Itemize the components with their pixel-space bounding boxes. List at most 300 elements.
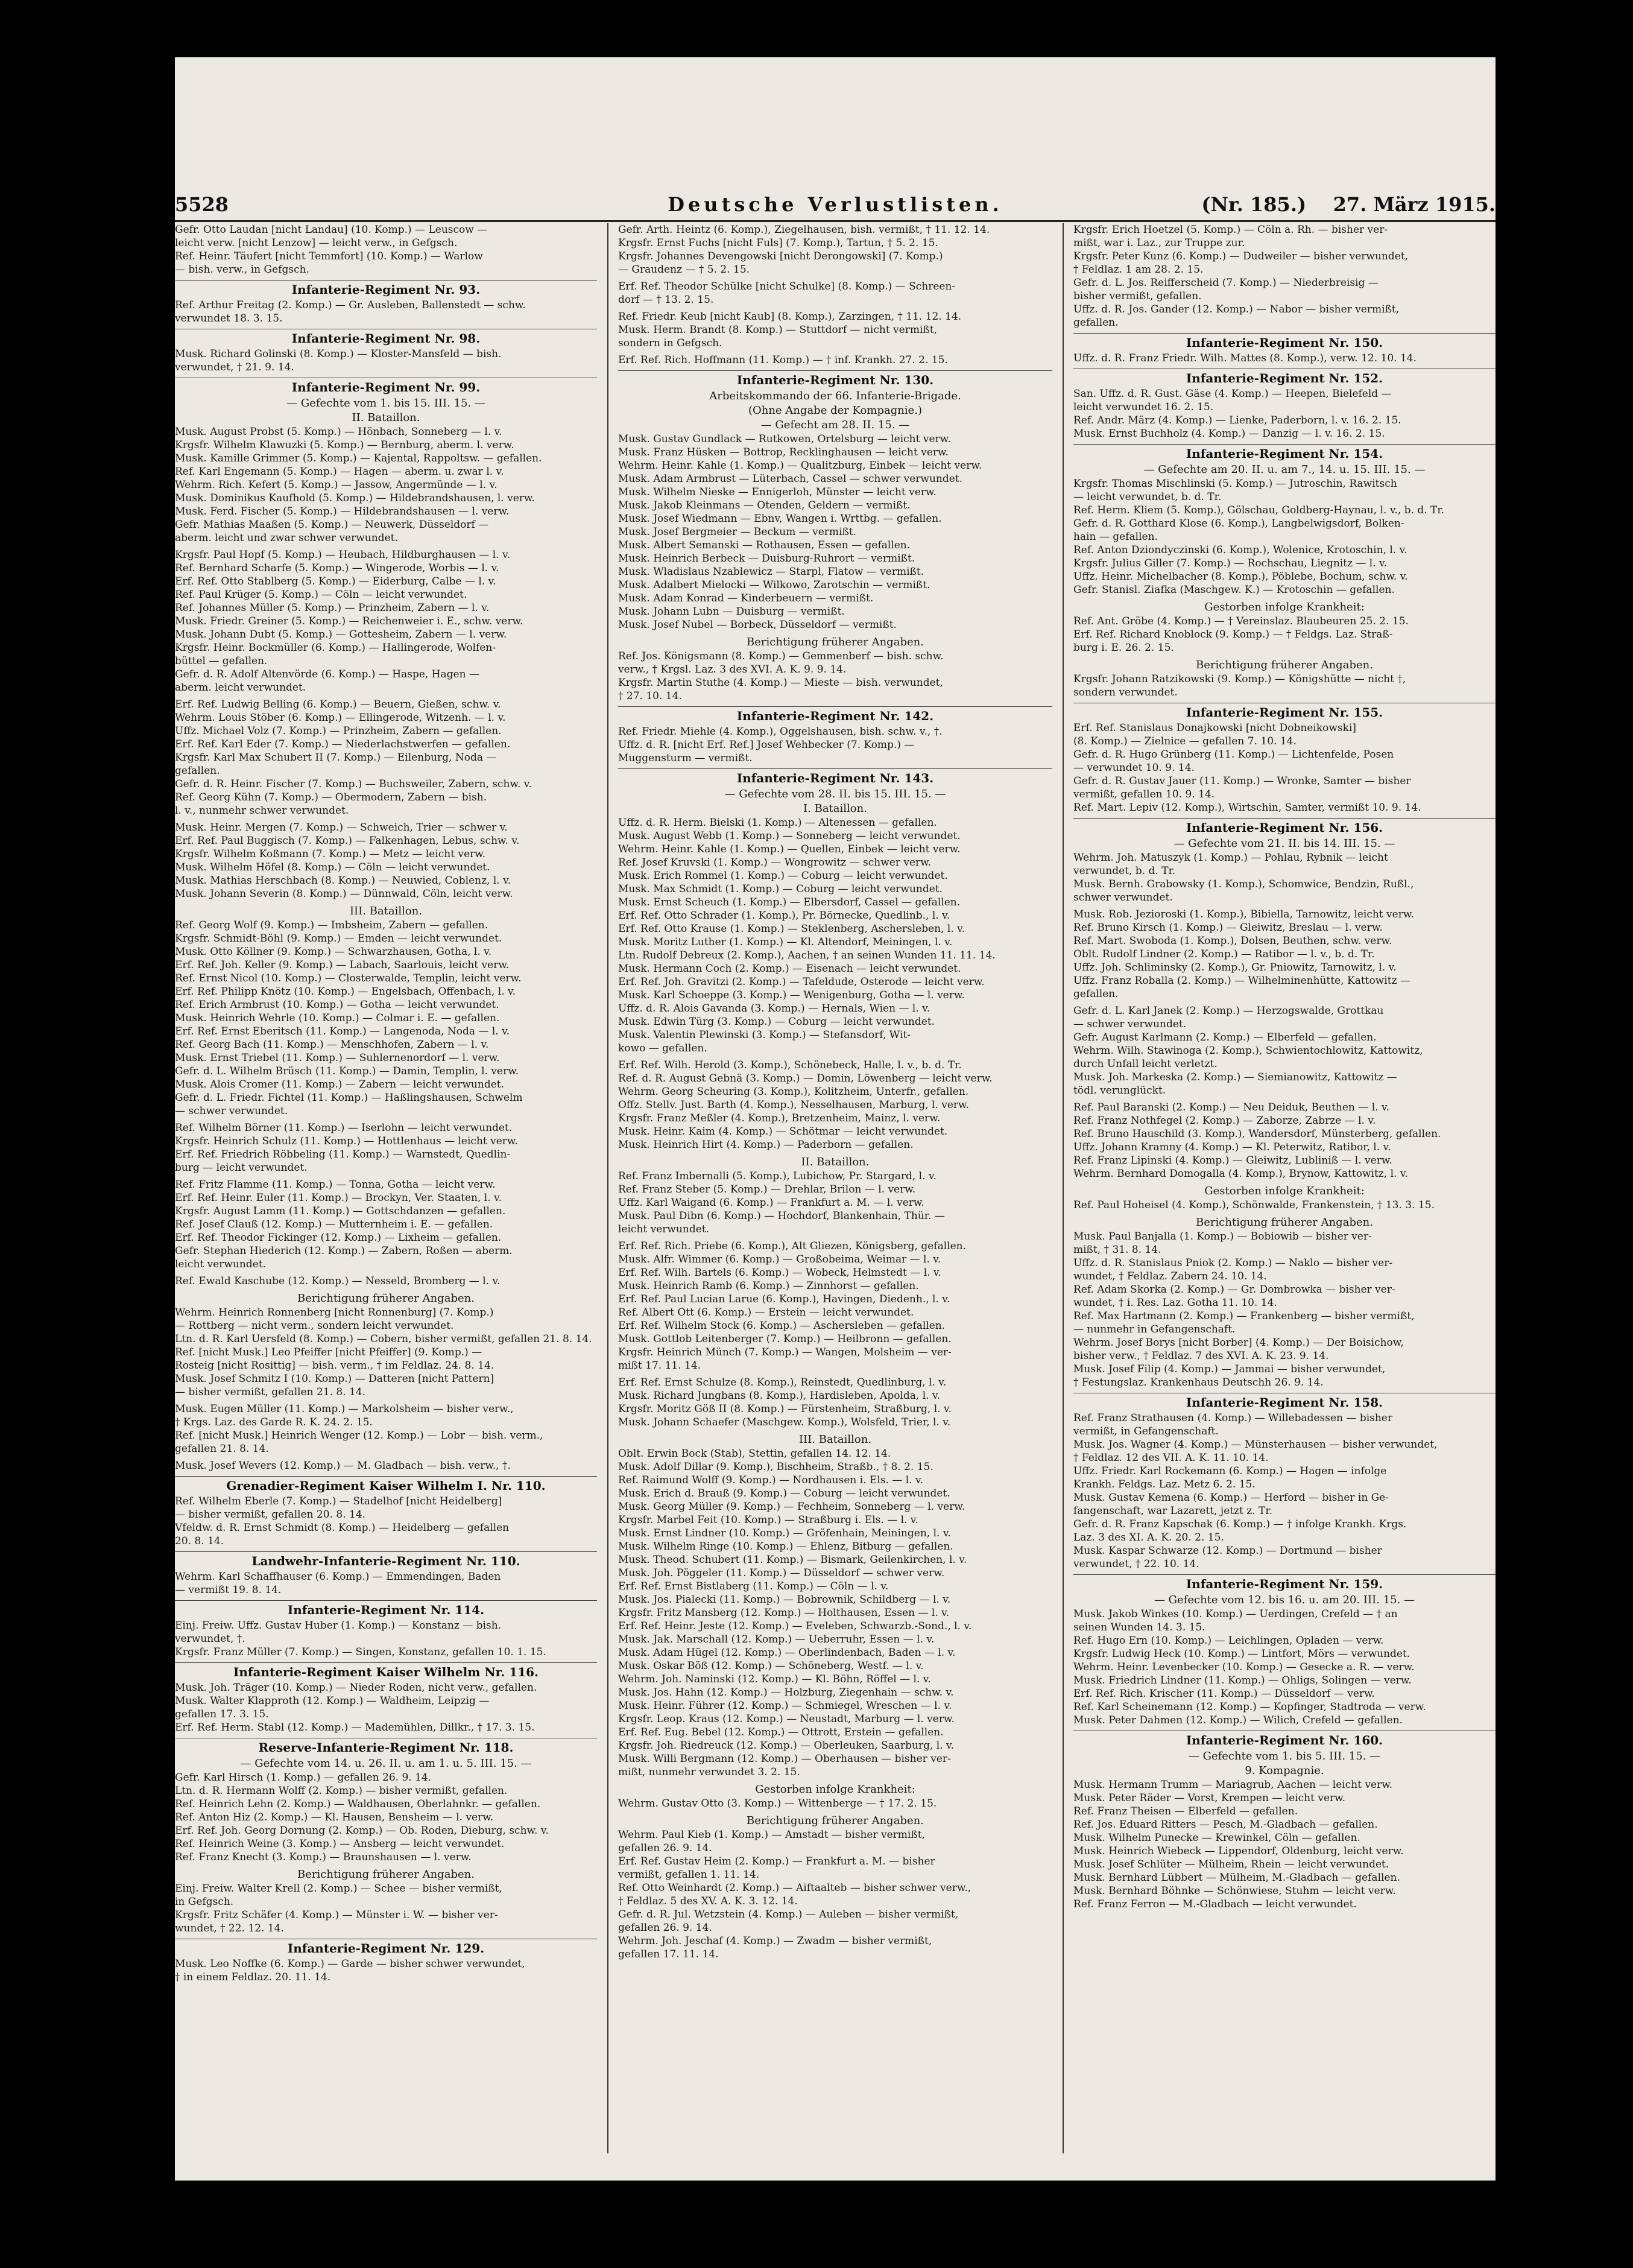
section-subheading: Berichtigung früherer Angaben.	[1196, 1216, 1373, 1229]
section-subheading: Berichtigung früherer Angaben.	[297, 1292, 475, 1305]
casualty-entry-line: Musk. Alfr. Wimmer (6. Komp.) — Großobeima, Weimar — l. v.	[618, 1253, 941, 1265]
casualty-entry-line: Krgsfr. Martin Stuthe (4. Komp.) — Mieste — bish. verwundet,	[618, 677, 943, 689]
casualty-entry-line: Wehrm. Georg Scheuring (3. Komp.), Kolitzheim, Unterfr., gefallen.	[618, 1086, 969, 1098]
casualty-entry-line: † Festungslaz. Krankenhaus Deutschh 26. 9. 14.	[1073, 1376, 1324, 1389]
casualty-entry-line: sondern in Gefgsch.	[618, 337, 722, 349]
casualty-entry-line: aberm. leicht verwundet.	[175, 682, 306, 694]
casualty-entry-line: Erf. Ref. Rich. Hoffmann (11. Komp.) — † inf. Krankh. 27. 2. 15.	[618, 354, 948, 366]
casualty-entry-line: Wehrm. Heinr. Levenbecker (10. Komp.) — Gesecke a. R. — verw.	[1073, 1661, 1415, 1673]
casualty-entry-line: Ref. Karl Engemann (5. Komp.) — Hagen — aberm. u. zwar l. v.	[175, 466, 504, 478]
page-number: 5528	[175, 193, 229, 216]
casualty-entry-line: verwundet, † 22. 10. 14.	[1073, 1558, 1199, 1570]
casualty-entry-line: — Rottberg — nicht verm., sondern leicht verwundet.	[175, 1320, 454, 1332]
casualty-entry-line: Ref. Andr. März (4. Komp.) — Lienke, Paderborn, l. v. 16. 2. 15.	[1073, 414, 1401, 426]
casualty-entry-line: Ref. Paul Baranski (2. Komp.) — Neu Deiduk, Beuthen — l. v.	[1073, 1101, 1389, 1113]
casualty-section	[175, 698, 597, 817]
casualty-section	[175, 904, 597, 1118]
regiment-heading: Infanterie-Regiment Nr. 154.	[1073, 444, 1496, 463]
section-subheading: (Ohne Angabe der Kompagnie.)	[748, 404, 922, 417]
casualty-entry-line: Musk. Wilhelm Ringe (10. Komp.) — Ehlenz, Bitburg — gefallen.	[618, 1541, 953, 1553]
casualty-entry-line: Ref. Franz Lipinski (4. Komp.) — Gleiwitz, Lubliniß — l. verw.	[1073, 1155, 1392, 1167]
casualty-entry-line: Musk. Josef Wiedmann — Ebnv, Wangen i. Wrttbg. — gefallen.	[618, 513, 942, 525]
casualty-entry-line: Krgsfr. Wilhelm Koßmann (7. Komp.) — Metz — leicht verw.	[175, 848, 486, 860]
casualty-entry-line: dorf — † 13. 2. 15.	[618, 294, 714, 306]
casualty-entry-line: mißt, † 31. 8. 14.	[1073, 1244, 1161, 1256]
date-text: 27. März 1915.	[1333, 193, 1496, 216]
casualty-entry-line: Ref. Wilhelm Börner (11. Komp.) — Iserlohn — leicht verwundet.	[175, 1122, 513, 1134]
casualty-entry-line: Erf. Ref. Ernst Bistlaberg (11. Komp.) — Cöln — l. v.	[618, 1580, 889, 1592]
casualty-entry-line: fangenschaft, war Lazarett, jetzt z. Tr.	[1073, 1505, 1273, 1517]
regiment-heading: Infanterie-Regiment Nr. 130.	[618, 370, 1052, 389]
casualty-entry-line: leicht verwundet 16. 2. 15.	[1073, 401, 1214, 413]
casualty-entry-line: Wehrm. Heinrich Ronnenberg [nicht Ronnenburg] (7. Komp.)	[175, 1307, 494, 1319]
casualty-entry-line: Wehrm. Gustav Otto (3. Komp.) — Wittenberge — † 17. 2. 15.	[618, 1798, 937, 1810]
casualty-section	[1073, 1215, 1496, 1389]
casualty-entry-line: Ref. Bruno Hauschild (3. Komp.), Wandersdorf, Münsterberg, gefallen.	[1073, 1128, 1441, 1140]
casualty-entry-line: Ref. Heinrich Lehn (2. Komp.) — Waldhausen, Oberlahnkr. — gefallen.	[175, 1798, 541, 1810]
casualty-entry-line: Musk. Johann Schaefer (Maschgew. Komp.), Wolsfeld, Trier, l. v.	[618, 1416, 951, 1428]
casualty-entry-line: Ref. [nicht Musk.] Leo Pfeiffer [nicht Pfeiffer] (9. Komp.) —	[175, 1346, 482, 1358]
column-right	[1073, 223, 1496, 2153]
casualty-section	[175, 1476, 597, 1548]
casualty-entry-line: Musk. Paul Dibn (6. Komp.) — Hochdorf, Blankenhain, Thür. —	[618, 1210, 945, 1222]
casualty-entry-line: büttel — gefallen.	[175, 655, 268, 667]
casualty-entry-line: Gefr. Karl Hirsch (1. Komp.) — gefallen 26. 9. 14.	[175, 1772, 432, 1784]
casualty-entry-line: Krgsfr. Heinrich Schulz (11. Komp.) — Hottlenhaus — leicht verw.	[175, 1135, 518, 1147]
casualty-entry-line: Krgsfr. Ludwig Heck (10. Komp.) — Lintfort, Mörs — verwundet.	[1073, 1648, 1410, 1660]
casualty-entry-line: Laz. 3 des XI. A. K. 20. 2. 15.	[1073, 1532, 1224, 1544]
casualty-entry-line: Erf. Ref. Heinr. Jeste (12. Komp.) — Eveleben, Schwarzb.-Sond., l. v.	[618, 1620, 972, 1632]
casualty-entry-line: Ref. Mart. Lepiv (12. Komp.), Wirtschin, Samter, vermißt 10. 9. 14.	[1073, 802, 1421, 814]
casualty-entry-line: Erf. Ref. Joh. Gravitzi (2. Komp.) — Tafeldude, Osterode — leicht verw.	[618, 976, 985, 988]
regiment-heading: Infanterie-Regiment Kaiser Wilhelm Nr. 116.	[175, 1662, 597, 1681]
casualty-entry-line: Musk. Kaspar Schwarze (12. Komp.) — Dortmund — bisher	[1073, 1545, 1382, 1557]
casualty-entry-line: Wehrm. Heinr. Kahle (1. Komp.) — Quellen, Einbek — leicht verw.	[618, 843, 961, 855]
casualty-entry-line: mißt, nunmehr verwundet 3. 2. 15.	[618, 1766, 800, 1778]
casualty-section	[175, 1402, 597, 1456]
casualty-entry-line: l. v., nunmehr schwer verwundet.	[175, 805, 349, 817]
casualty-entry-line: Musk. Eugen Müller (11. Komp.) — Markolsheim — bisher verw.,	[175, 1403, 514, 1415]
casualty-section	[618, 223, 1052, 276]
casualty-entry-line: Musk. Herm. Brandt (8. Komp.) — Stuttdorf — nicht vermißt,	[618, 324, 937, 336]
casualty-entry-line: † 27. 10. 14.	[618, 690, 682, 702]
regiment-heading: Grenadier-Regiment Kaiser Wilhelm I. Nr. 110.	[175, 1476, 597, 1495]
casualty-entry-line: Ref. Georg Wolf (9. Komp.) — Imbsheim, Zabern — gefallen.	[175, 919, 488, 931]
casualty-section	[1073, 1393, 1496, 1571]
casualty-entry-line: Musk. Joh. Träger (10. Komp.) — Nieder Roden, nicht verw., gefallen.	[175, 1682, 537, 1694]
casualty-entry-line: Musk. Valentin Plewinski (3. Komp.) — Stefansdorf, Wit-	[618, 1029, 911, 1041]
casualty-entry-line: verwundet, †.	[175, 1633, 245, 1645]
casualty-entry-line: Musk. Jakob Winkes (10. Komp.) — Uerdingen, Crefeld — † an	[1073, 1608, 1398, 1620]
casualty-entry-line: Gefr. d. R. Hugo Grünberg (11. Komp.) — Lichtenfelde, Posen	[1073, 749, 1394, 761]
casualty-entry-line: Erf. Ref. Paul Buggisch (7. Komp.) — Falkenhagen, Lebus, schw. v.	[175, 835, 520, 847]
casualty-entry-line: gefallen.	[1073, 988, 1119, 1000]
casualty-section	[175, 1178, 597, 1271]
section-subheading: Arbeitskommando der 66. Infanterie-Brigade.	[709, 390, 961, 402]
casualty-entry-line: — bisher vermißt, gefallen 20. 8. 14.	[175, 1509, 366, 1521]
casualty-entry-line: leicht verwundet.	[618, 1223, 710, 1235]
casualty-entry-line: Musk. Wilhelm Nieske — Ennigerloh, Münster — leicht verw.	[618, 486, 937, 498]
casualty-section	[1073, 1101, 1496, 1180]
casualty-entry-line: Ref. Josef Clauß (12. Komp.) — Mutternheim i. E. — gefallen.	[175, 1218, 493, 1231]
section-subheading: 9. Kompagnie.	[1245, 1764, 1324, 1777]
casualty-entry-line: Uffz. d. R. Franz Friedr. Wilh. Mattes (8. Komp.), verw. 12. 10. 14.	[1073, 352, 1417, 364]
casualty-entry-line: — schwer verwundet.	[1073, 1018, 1187, 1030]
casualty-entry-line: Musk. Hermann Trumm — Mariagrub, Aachen — leicht verw.	[1073, 1779, 1393, 1791]
casualty-entry-line: Ref. Karl Scheinemann (12. Komp.) — Kopfinger, Stadtroda — verw.	[1073, 1701, 1426, 1713]
casualty-entry-line: Ref. Franz Steber (5. Komp.) — Drehlar, Brilon — l. verw.	[618, 1183, 916, 1196]
casualty-entry-line: Musk. Jos. Pialecki (11. Komp.) — Bobrownik, Schildberg — l. v.	[618, 1594, 951, 1606]
casualty-entry-line: Krgsfr. Heinrich Münch (7. Komp.) — Wangen, Molsheim — ver-	[618, 1346, 952, 1358]
casualty-entry-line: wundet, † i. Res. Laz. Gotha 11. 10. 14.	[1073, 1297, 1277, 1309]
casualty-entry-line: Erf. Ref. Wilh. Herold (3. Komp.), Schönebeck, Halle, l. v., b. d. Tr.	[618, 1059, 962, 1071]
casualty-section	[175, 1275, 597, 1288]
casualty-section	[1073, 703, 1496, 814]
casualty-entry-line: Erf. Ref. Gustav Heim (2. Komp.) — Frankfurt a. M. — bisher	[618, 1855, 935, 1867]
casualty-entry-line: Offz. Stellv. Just. Barth (4. Komp.), Nesselhausen, Marburg, l. verw.	[618, 1099, 969, 1111]
casualty-entry-line: Musk. Walter Klapproth (12. Komp.) — Waldheim, Leipzig —	[175, 1695, 490, 1707]
section-subheading: — Gefechte vom 28. II. bis 15. III. 15. —	[724, 788, 946, 800]
casualty-section	[175, 821, 597, 901]
casualty-entry-line: Musk. Josef Filip (4. Komp.) — Jammai — bisher verwundet,	[1073, 1363, 1386, 1375]
casualty-entry-line: Oblt. Rudolf Lindner (2. Komp.) — Ratibor — l. v., b. d. Tr.	[1073, 948, 1375, 960]
casualty-entry-line: Musk. Gustav Kemena (6. Komp.) — Herford — bisher in Ge-	[1073, 1492, 1389, 1504]
column-middle	[618, 223, 1052, 2153]
casualty-section	[175, 223, 597, 276]
casualty-entry-line: Musk. Leo Noffke (6. Komp.) — Garde — bisher schwer verwundet,	[175, 1958, 525, 1970]
casualty-entry-line: Musk. Jak. Marschall (12. Komp.) — Ueberruhr, Essen — l. v.	[618, 1633, 935, 1646]
casualty-entry-line: Gefr. d. L. Friedr. Fichtel (11. Komp.) — Haßlingshausen, Schwelm	[175, 1092, 523, 1104]
regiment-heading: Infanterie-Regiment Nr. 155.	[1073, 703, 1496, 721]
casualty-entry-line: Ref. Ernst Nicol (10. Komp.) — Closterwalde, Templin, leicht verw.	[175, 972, 522, 984]
casualty-entry-line: Ref. Franz Theisen — Elberfeld — gefallen.	[1073, 1805, 1298, 1817]
casualty-entry-line: Musk. Dominikus Kaufhold (5. Komp.) — Hildebrandshausen, l. verw.	[175, 492, 535, 504]
section-subheading: — Gefechte vom 12. bis 16. u. am 20. III. 15. —	[1154, 1594, 1415, 1606]
casualty-entry-line: Uffz. Michael Volz (7. Komp.) — Prinzheim, Zabern — gefallen.	[175, 725, 502, 737]
casualty-entry-line: Ref. Bruno Kirsch (1. Komp.) — Gleiwitz, Breslau — l. verw.	[1073, 922, 1383, 934]
casualty-entry-line: gefallen 17. 11. 14.	[618, 1948, 719, 1960]
casualty-entry-line: Wehrm. Josef Borys [nicht Borber] (4. Komp.) — Der Boisichow,	[1073, 1337, 1404, 1349]
casualty-section	[175, 378, 597, 545]
casualty-section	[1073, 818, 1496, 904]
casualty-entry-line: Erf. Ref. Theodor Fickinger (12. Komp.) — Lixheim — gefallen.	[175, 1232, 502, 1244]
casualty-entry-line: Wehrm. Joh. Naminski (12. Komp.) — Kl. Böhn, Röffel — l. v.	[618, 1673, 931, 1685]
casualty-entry-line: Ref. Bernhard Scharfe (5. Komp.) — Wingerode, Worbis — l. v.	[175, 562, 499, 574]
casualty-entry-line: Muggensturm — vermißt.	[618, 752, 753, 764]
casualty-section	[175, 1939, 597, 1984]
casualty-entry-line: Krgsfr. Franz Müller (7. Komp.) — Singen, Konstanz, gefallen 10. 1. 15.	[175, 1646, 546, 1658]
casualty-entry-line: Musk. Joh. Pöggeler (11. Komp.) — Düsseldorf — schwer verw.	[618, 1567, 945, 1579]
casualty-entry-line: Musk. Theod. Schubert (11. Komp.) — Bismark, Geilenkirchen, l. v.	[618, 1554, 967, 1566]
casualty-entry-line: bisher verw., † Feldlaz. 7 des XVI. A. K. 23. 9. 14.	[1073, 1350, 1329, 1362]
casualty-entry-line: Gefr. August Karlmann (2. Komp.) — Elberfeld — gefallen.	[1073, 1031, 1377, 1044]
casualty-section	[1073, 444, 1496, 597]
casualty-entry-line: Uffz. Joh. Schliminsky (2. Komp.), Gr. Pniowitz, Tarnowitz, l. v.	[1073, 961, 1397, 974]
casualty-entry-line: Ref. Paul Hoheisel (4. Komp.), Schönwalde, Frankenstein, † 13. 3. 15.	[1073, 1199, 1435, 1211]
casualty-section	[175, 1291, 597, 1399]
casualty-entry-line: Musk. Bernhard Böhnke — Schönwiese, Stuhm — leicht verw.	[1073, 1885, 1396, 1897]
regiment-heading: Infanterie-Regiment Nr. 156.	[1073, 818, 1496, 837]
casualty-entry-line: Gefr. d. R. Adolf Altenvörde (6. Komp.) — Haspe, Hagen —	[175, 668, 479, 680]
casualty-entry-line: Einj. Freiw. Walter Krell (2. Komp.) — Schee — bisher vermißt,	[175, 1883, 502, 1895]
casualty-entry-line: Ref. d. R. August Gebnä (3. Komp.) — Domin, Löwenberg — leicht verw.	[618, 1072, 993, 1085]
casualty-entry-line: Uffz. Heinr. Michelbacher (8. Komp.), Pöblebe, Bochum, schw. v.	[1073, 571, 1408, 583]
casualty-entry-line: Ref. Georg Bach (11. Komp.) — Menschhofen, Zabern — l. v.	[175, 1039, 489, 1051]
page-header	[175, 193, 1496, 223]
casualty-entry-line: Ref. Anton Dziondyczinski (6. Komp.), Wolenice, Krotoschin, l. v.	[1073, 544, 1407, 556]
casualty-entry-line: Krgsfr. Fritz Schäfer (4. Komp.) — Münster i. W. — bisher ver-	[175, 1909, 498, 1921]
section-subheading: — Gefechte vom 21. II. bis 14. III. 15. —	[1173, 837, 1395, 850]
casualty-entry-line: Musk. Jos. Wagner (4. Komp.) — Münsterhausen — bisher verwundet,	[1073, 1439, 1438, 1451]
column-divider	[607, 223, 608, 2153]
casualty-entry-line: Uffz. d. R. Herm. Bielski (1. Komp.) — Altenessen — gefallen.	[618, 817, 937, 829]
casualty-entry-line: Wehrm. Joh. Jeschaf (4. Komp.) — Zwadm — bisher vermißt,	[618, 1935, 932, 1947]
casualty-entry-line: Gefr. Stephan Hiederich (12. Komp.) — Zabern, Roßen — aberm.	[175, 1245, 513, 1257]
regiment-heading: Infanterie-Regiment Nr. 143.	[618, 768, 1052, 787]
casualty-entry-line: Ref. Ewald Kaschube (12. Komp.) — Nesseld, Bromberg — l. v.	[175, 1275, 501, 1287]
casualty-entry-line: Wehrm. Joh. Matuszyk (1. Komp.) — Pohlau, Rybnik — leicht	[1073, 852, 1388, 864]
casualty-entry-line: Uffz. Friedr. Karl Rockemann (6. Komp.) — Hagen — infolge	[1073, 1465, 1387, 1477]
casualty-entry-line: gefallen.	[175, 765, 220, 777]
casualty-entry-line: Gefr. d. R. Gustav Jauer (11. Komp.) — Wronke, Samter — bisher	[1073, 775, 1411, 787]
casualty-entry-line: Musk. Paul Banjalla (1. Komp.) — Bobiowib — bisher ver-	[1073, 1231, 1372, 1243]
casualty-entry-line: Musk. Wladislaus Nzablewicz — Starpl, Flatow — vermißt.	[618, 566, 924, 578]
casualty-entry-line: Einj. Freiw. Uffz. Gustav Huber (1. Komp.) — Konstanz — bish.	[175, 1620, 502, 1632]
casualty-entry-line: Ref. Raimund Wolff (9. Komp.) — Nordhausen i. Els. — l. v.	[618, 1474, 924, 1486]
casualty-section	[1073, 908, 1496, 1001]
casualty-entry-line: Musk. Johann Lubn — Duisburg — vermißt.	[618, 606, 845, 618]
casualty-entry-line: Uffz. Franz Roballa (2. Komp.) — Wilhelminenhütte, Kattowitz —	[1073, 975, 1410, 987]
casualty-section	[175, 1551, 597, 1597]
casualty-section	[618, 768, 1052, 1055]
casualty-entry-line: Musk. Franz Hüsken — Bottrop, Recklinghausen — leicht verw.	[618, 446, 949, 458]
casualty-entry-line: aberm. leicht und zwar schwer verwundet.	[175, 532, 398, 544]
casualty-entry-line: Musk. Josef Bergmeier — Beckum — vermißt.	[618, 526, 857, 538]
casualty-entry-line: Ref. Fritz Flamme (11. Komp.) — Tonna, Gotha — leicht verw.	[175, 1179, 496, 1191]
casualty-section	[175, 1662, 597, 1734]
casualty-entry-line: Musk. Ernst Lindner (10. Komp.) — Gröfenhain, Meiningen, l. v.	[618, 1527, 951, 1539]
casualty-entry-line: Ref. Paul Krüger (5. Komp.) — Cöln — leicht verwundet.	[175, 589, 467, 601]
casualty-entry-line: gefallen 26. 9. 14.	[618, 1842, 712, 1854]
section-subheading: Berichtigung früherer Angaben.	[297, 1868, 475, 1881]
casualty-entry-line: burg — leicht verwundet.	[175, 1162, 308, 1174]
casualty-entry-line: Ref. Adam Skorka (2. Komp.) — Gr. Dombrowka — bisher ver-	[1073, 1284, 1395, 1296]
casualty-entry-line: Musk. Joh. Markeska (2. Komp.) — Siemianowitz, Kattowitz —	[1073, 1071, 1397, 1083]
casualty-entry-line: Krgsfr. Heinr. Bockmüller (6. Komp.) — Hallingerode, Wolfen-	[175, 642, 496, 654]
casualty-entry-line: in Gefgsch.	[175, 1896, 234, 1908]
casualty-entry-line: Musk. Wilhelm Punecke — Krewinkel, Cöln — gefallen.	[1073, 1832, 1360, 1844]
casualty-entry-line: verwundet, b. d. Tr.	[1073, 865, 1176, 877]
casualty-entry-line: Musk. Josef Nubel — Borbeck, Düsseldorf — vermißt.	[618, 619, 897, 631]
casualty-entry-line: San. Uffz. d. R. Gust. Gäse (4. Komp.) — Heepen, Bielefeld —	[1073, 388, 1392, 400]
casualty-section	[618, 280, 1052, 306]
casualty-entry-line: Krgsfr. Wilhelm Klawuzki (5. Komp.) — Bernburg, aberm. l. verw.	[175, 439, 514, 451]
casualty-entry-line: Ref. Hugo Ern (10. Komp.) — Leichlingen, Opladen — verw.	[1073, 1635, 1384, 1647]
casualty-section	[1073, 1004, 1496, 1097]
casualty-entry-line: Krgsfr. Johannes Devengowski [nicht Derongowski] (7. Komp.)	[618, 250, 943, 262]
casualty-entry-line: Musk. Richard Jungbans (8. Komp.), Hardisleben, Apolda, l. v.	[618, 1390, 940, 1402]
casualty-entry-line: Krgsfr. Franz Meßler (4. Komp.), Bretzenheim, Mainz, l. verw.	[618, 1112, 941, 1124]
casualty-entry-line: vermißt, gefallen 10. 9. 14.	[1073, 788, 1215, 800]
casualty-entry-line: Krgsfr. Joh. Riedreuck (12. Komp.) — Oberleuken, Saarburg, l. v.	[618, 1740, 955, 1752]
section-subheading: — Gefechte vom 14. u. 26. II. u. am 1. u. 5. III. 15. —	[240, 1757, 532, 1770]
casualty-entry-line: Gefr. Arth. Heintz (6. Komp.), Ziegelhausen, bish. vermißt, † 11. 12. 14.	[618, 224, 990, 236]
header-rule	[175, 220, 1496, 222]
casualty-entry-line: Musk. Georg Müller (9. Komp.) — Fechheim, Sonneberg — l. verw.	[618, 1501, 965, 1513]
casualty-entry-line: Ref. Max Hartmann (2. Komp.) — Frankenberg — bisher vermißt,	[1073, 1310, 1415, 1322]
casualty-entry-line: Musk. Heinr. Kaim (4. Komp.) — Schötmar — leicht verwundet.	[618, 1126, 948, 1138]
casualty-entry-line: Musk. Albert Semanski — Rothausen, Essen — gefallen.	[618, 539, 911, 551]
casualty-entry-line: Gefr. d. L. Wilhelm Brüsch (11. Komp.) — Damin, Templin, l. verw.	[175, 1065, 519, 1077]
casualty-entry-line: Erf. Ref. Otto Krause (1. Komp.) — Steklenberg, Aschersleben, l. v.	[618, 923, 965, 935]
casualty-entry-line: Musk. Bernhard Lübbert — Mülheim, M.-Gladbach — gefallen.	[1073, 1872, 1400, 1884]
casualty-entry-line: Ref. Franz Knecht (3. Komp.) — Braunshausen — l. verw.	[175, 1851, 472, 1863]
casualty-section	[618, 1059, 1052, 1151]
section-subheading: III. Bataillon.	[798, 1433, 872, 1446]
casualty-entry-line: Gefr. d. R. Franz Kapschak (6. Komp.) — † infolge Krankh. Krgs.	[1073, 1518, 1407, 1530]
casualty-entry-line: kowo — gefallen.	[618, 1042, 707, 1054]
casualty-section	[618, 370, 1052, 632]
casualty-entry-line: vermißt, in Gefangenschaft.	[1073, 1425, 1219, 1437]
casualty-section	[618, 1782, 1052, 1810]
section-subheading: I. Bataillon.	[803, 802, 867, 815]
casualty-section	[618, 1814, 1052, 1961]
casualty-entry-line: — bisher vermißt, gefallen 21. 8. 14.	[175, 1386, 366, 1398]
casualty-entry-line: † in einem Feldlaz. 20. 11. 14.	[175, 1971, 331, 1983]
section-subheading: — Gefechte am 20. II. u. am 7., 14. u. 15. III. 15. —	[1143, 463, 1426, 476]
casualty-entry-line: Gefr. d. R. Jul. Wetzstein (4. Komp.) — Auleben — bisher vermißt,	[618, 1908, 959, 1921]
casualty-entry-line: wundet, † Feldlaz. Zabern 24. 10. 14.	[1073, 1270, 1267, 1282]
casualty-section	[175, 1459, 597, 1472]
casualty-entry-line: Ref. Friedr. Miehle (4. Komp.), Oggelshausen, bish. schw. v., †.	[618, 726, 943, 738]
casualty-entry-line: Erf. Ref. Eug. Bebel (12. Komp.) — Ottrott, Erstein — gefallen.	[618, 1726, 944, 1738]
casualty-entry-line: Erf. Ref. Herm. Stabl (12. Komp.) — Mademühlen, Dillkr., † 17. 3. 15.	[175, 1722, 535, 1734]
casualty-entry-line: Musk. Adalbert Mielocki — Wilkowo, Zarotschin — vermißt.	[618, 579, 930, 591]
casualty-entry-line: Musk. Ernst Triebel (11. Komp.) — Suhlernenordorf — l. verw.	[175, 1052, 500, 1064]
casualty-entry-line: Uffz. d. R. [nicht Erf. Ref.] Josef Wehbecker (7. Komp.) —	[618, 739, 915, 751]
casualty-entry-line: Erf. Ref. Ludwig Belling (6. Komp.) — Beuern, Gießen, schw. v.	[175, 698, 501, 711]
casualty-entry-line: Erf. Ref. Joh. Georg Dornung (2. Komp.) — Ob. Roden, Dieburg, schw. v.	[175, 1825, 549, 1837]
casualty-entry-line: gefallen 21. 8. 14.	[175, 1443, 269, 1455]
regiment-heading: Infanterie-Regiment Nr. 99.	[175, 378, 597, 396]
section-subheading: Gestorben infolge Krankheit:	[755, 1783, 915, 1796]
casualty-entry-line: Ref. Erich Armbrust (10. Komp.) — Gotha — leicht verwundet.	[175, 999, 499, 1011]
casualty-entry-line: Ref. Wilhelm Eberle (7. Komp.) — Stadelhof [nicht Heidelberg]	[175, 1495, 502, 1507]
casualty-entry-line: Wehrm. Bernhard Domogalla (4. Komp.), Brynow, Kattowitz, l. v.	[1073, 1168, 1408, 1180]
casualty-entry-line: Musk. Erich Rommel (1. Komp.) — Coburg — leicht verwundet.	[618, 870, 948, 882]
casualty-entry-line: Erf. Ref. Otto Stablberg (5. Komp.) — Eiderburg, Calbe — l. v.	[175, 575, 496, 588]
casualty-entry-line: Musk. Josef Schmitz I (10. Komp.) — Datteren [nicht Pattern]	[175, 1373, 494, 1385]
casualty-entry-line: Uffz. Johann Kramny (4. Komp.) — Kl. Peterwitz, Ratibor, l. v.	[1073, 1141, 1391, 1153]
casualty-entry-line: Ltn. d. R. Karl Uersfeld (8. Komp.) — Cobern, bisher vermißt, gefallen 21. 8. 14.	[175, 1333, 592, 1345]
casualty-entry-line: Musk. Ernst Scheuch (1. Komp.) — Elbersdorf, Cassel — gefallen.	[618, 896, 961, 908]
casualty-section	[618, 1376, 1052, 1429]
casualty-entry-line: Musk. Johann Dubt (5. Komp.) — Gottesheim, Zabern — l. verw.	[175, 629, 507, 641]
casualty-entry-line: † Feldlaz. 5 des XV. A. K. 3. 12. 14.	[618, 1895, 798, 1907]
casualty-entry-line: Ltn. Rudolf Debreux (2. Komp.), Aachen, † an seinen Wunden 11. 11. 14.	[618, 949, 996, 961]
casualty-entry-line: durch Unfall leicht verletzt.	[1073, 1058, 1218, 1070]
casualty-entry-line: Musk. Peter Dahmen (12. Komp.) — Wilich, Crefeld — gefallen.	[1073, 1714, 1403, 1726]
casualty-entry-line: Musk. Ernst Buchholz (4. Komp.) — Danzig — l. v. 16. 2. 15.	[1073, 428, 1385, 440]
casualty-entry-line: Ref. Anton Hiz (2. Komp.) — Kl. Hausen, Bensheim — l. verw.	[175, 1811, 494, 1823]
casualty-entry-line: Musk. Heinrich Berbeck — Duisburg-Ruhrort — vermißt.	[618, 553, 915, 565]
casualty-entry-line: Wehrm. Paul Kieb (1. Komp.) — Amstadt — bisher vermißt,	[618, 1829, 925, 1841]
casualty-entry-line: Ref. Georg Kühn (7. Komp.) — Obermodern, Zabern — bish.	[175, 791, 487, 803]
casualty-entry-line: (8. Komp.) — Zielnice — gefallen 7. 10. 14.	[1073, 735, 1297, 747]
casualty-entry-line: Ref. Franz Strathausen (4. Komp.) — Willebadessen — bisher	[1073, 1412, 1392, 1424]
casualty-section	[1073, 333, 1496, 365]
casualty-entry-line: Musk. Mathias Herschbach (8. Komp.) — Neuwied, Coblenz, l. v.	[175, 875, 511, 887]
casualty-entry-line: Erf. Ref. Stanislaus Donajkowski [nicht Dobneikowski]	[1073, 722, 1357, 734]
casualty-entry-line: Musk. Heinrich Wehrle (10. Komp.) — Colmar i. E. — gefallen.	[175, 1012, 500, 1024]
casualty-entry-line: Ref. Heinr. Täufert [nicht Temmfort] (10. Komp.) — Warlow	[175, 250, 483, 262]
casualty-entry-line: Wehrm. Wilh. Stawinoga (2. Komp.), Schwientochlowitz, Kattowitz,	[1073, 1045, 1423, 1057]
casualty-entry-line: Musk. Josef Wevers (12. Komp.) — M. Gladbach — bish. verw., †.	[175, 1460, 511, 1472]
casualty-section	[1073, 1184, 1496, 1212]
casualty-entry-line: Erf. Ref. Rich. Priebe (6. Komp.), Alt Gliezen, Königsberg, gefallen.	[618, 1240, 967, 1252]
casualty-entry-line: Wehrm. Rich. Kefert (5. Komp.) — Jassow, Angermünde — l. v.	[175, 479, 497, 491]
casualty-entry-line: Musk. Johann Severin (8. Komp.) — Dünnwald, Cöln, leicht verw.	[175, 888, 513, 900]
regiment-heading: Infanterie-Regiment Nr. 93.	[175, 280, 597, 299]
casualty-section	[1073, 223, 1496, 329]
casualty-entry-line: Krgsfr. Fritz Mansberg (12. Komp.) — Holthausen, Essen — l. v.	[618, 1607, 950, 1619]
casualty-entry-line: Musk. Adam Hügel (12. Komp.) — Oberlindenbach, Baden — l. v.	[618, 1647, 956, 1659]
casualty-entry-line: vermißt, gefallen 1. 11. 14.	[618, 1869, 760, 1881]
regiment-heading: Infanterie-Regiment Nr. 142.	[618, 706, 1052, 725]
casualty-entry-line: Vfeldw. d. R. Ernst Schmidt (8. Komp.) — Heidelberg — gefallen	[175, 1522, 510, 1534]
casualty-entry-line: † Feldlaz. 1 am 28. 2. 15.	[1073, 264, 1204, 276]
casualty-section	[618, 310, 1052, 350]
casualty-entry-line: Gefr. d. L. Karl Janek (2. Komp.) — Herzogswalde, Grottkau	[1073, 1005, 1384, 1017]
casualty-section	[618, 1433, 1052, 1779]
casualty-section	[175, 548, 597, 694]
casualty-entry-line: Ref. Franz Imbernalli (5. Komp.), Lubichow, Pr. Stargard, l. v.	[618, 1170, 937, 1182]
casualty-entry-line: Musk. Adam Konrad — Kinderbeuern — vermißt.	[618, 592, 874, 604]
casualty-entry-line: Musk. August Probst (5. Komp.) — Hönbach, Sonneberg — l. v.	[175, 426, 502, 438]
casualty-section	[175, 280, 597, 325]
casualty-section	[1073, 369, 1496, 440]
casualty-entry-line: Wehrm. Louis Stöber (6. Komp.) — Ellingerode, Witzenh. — l. v.	[175, 712, 506, 724]
casualty-entry-line: Krgsfr. Ernst Fuchs [nicht Fuls] (7. Komp.), Tartun, † 5. 2. 15.	[618, 237, 938, 249]
casualty-entry-line: leicht verwundet.	[175, 1258, 267, 1270]
casualty-entry-line: Musk. Edwin Türg (3. Komp.) — Coburg — leicht verwundet.	[618, 1016, 935, 1028]
casualty-section	[175, 1867, 597, 1935]
casualty-entry-line: Musk. Heinrich Wiebeck — Lippendorf, Oldenburg, leicht verw.	[1073, 1845, 1404, 1857]
casualty-entry-line: Gefr. d. R. Gotthard Klose (6. Komp.), Langbelwigsdorf, Bolken-	[1073, 518, 1404, 530]
regiment-heading: Reserve-Infanterie-Regiment Nr. 118.	[175, 1738, 597, 1756]
casualty-section	[1073, 1574, 1496, 1727]
casualty-entry-line: Krgsfr. Schmidt-Böhl (9. Komp.) — Emden — leicht verwundet.	[175, 933, 502, 945]
casualty-section	[175, 1600, 597, 1659]
casualty-entry-line: Musk. Otto Köllner (9. Komp.) — Schwarzhausen, Gotha, l. v.	[175, 946, 492, 958]
casualty-entry-line: Krgsfr. Leop. Kraus (12. Komp.) — Neustadt, Marburg — l. verw.	[618, 1713, 955, 1725]
casualty-entry-line: Musk. Josef Schlüter — Mülheim, Rhein — leicht verwundet.	[1073, 1858, 1389, 1870]
section-subheading: II. Bataillon.	[352, 411, 420, 424]
casualty-entry-line: Musk. Jos. Hahn (12. Komp.) — Holzburg, Ziegenhain — schw. v.	[618, 1687, 954, 1699]
casualty-entry-line: gefallen.	[1073, 317, 1119, 329]
casualty-entry-line: Ref. [nicht Musk.] Heinrich Wenger (12. Komp.) — Lobr — bish. verm.,	[175, 1430, 543, 1442]
section-subheading: III. Bataillon.	[349, 905, 423, 917]
casualty-entry-line: Musk. Willi Bergmann (12. Komp.) — Oberhausen — bisher ver-	[618, 1753, 951, 1765]
casualty-entry-line: Krgsfr. August Lamm (11. Komp.) — Gottschdanzen — gefallen.	[175, 1205, 506, 1217]
casualty-entry-line: Gefr. Stanisl. Ziafka (Maschgew. K.) — Krotoschin — gefallen.	[1073, 584, 1395, 596]
casualty-entry-line: Erf. Ref. Philipp Knötz (10. Komp.) — Engelsbach, Offenbach, l. v.	[175, 986, 516, 998]
casualty-entry-line: — nunmehr in Gefangenschaft.	[1073, 1323, 1236, 1335]
casualty-entry-line: Erf. Ref. Wilh. Bartels (6. Komp.) — Wobeck, Helmstedt — l. v.	[618, 1267, 941, 1279]
section-subheading: Berichtigung früherer Angaben.	[1196, 659, 1373, 671]
casualty-entry-line: Musk. Heinrich Ramb (6. Komp.) — Zinnhorst — gefallen.	[618, 1280, 919, 1292]
casualty-entry-line: Gefr. Mathias Maaßen (5. Komp.) — Neuwerk, Düsseldorf —	[175, 519, 489, 531]
